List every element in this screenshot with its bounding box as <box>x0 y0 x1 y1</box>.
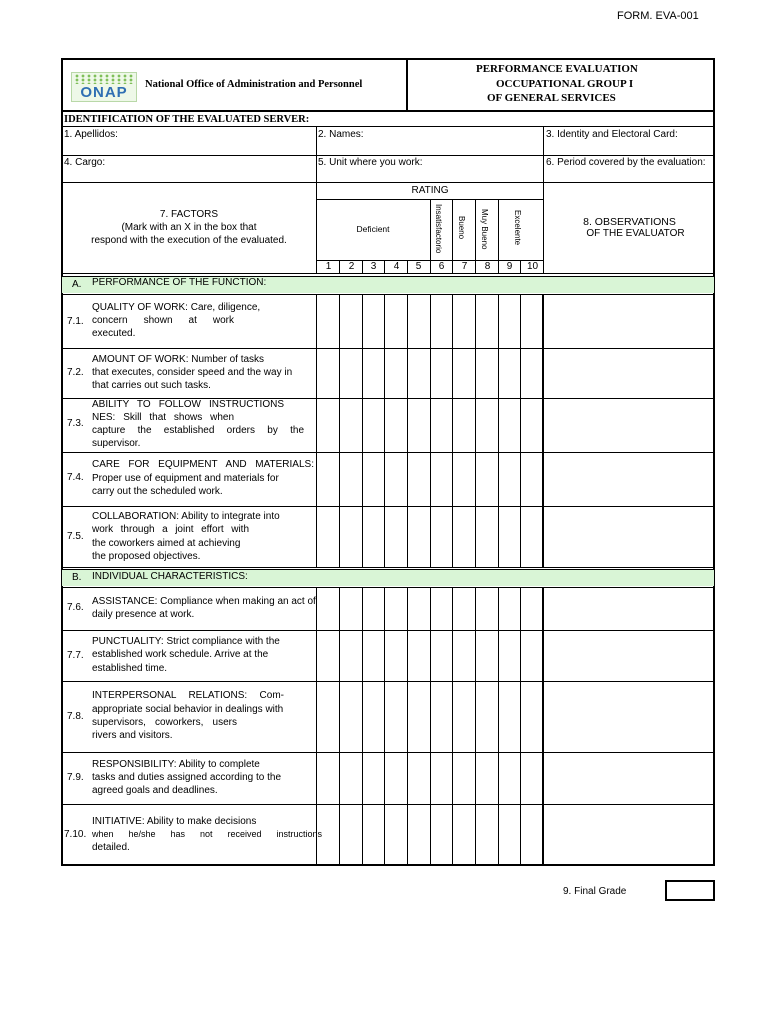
rule <box>384 587 385 866</box>
rule <box>498 587 499 866</box>
rule <box>339 587 340 866</box>
rule <box>61 348 715 349</box>
observations-subtitle: OF THE EVALUATOR <box>586 228 685 239</box>
item-text-line: PUNCTUALITY: Strict compliance with the <box>92 636 280 647</box>
item-text-line: the proposed objectives. <box>92 551 201 562</box>
rule <box>316 587 317 866</box>
field-work-unit[interactable]: 5. Unit where you work: <box>318 157 423 168</box>
rule <box>520 294 521 568</box>
rule <box>384 294 385 568</box>
rule <box>542 294 544 568</box>
rule <box>339 294 340 568</box>
header-divider <box>61 110 715 112</box>
item-text-line: executed. <box>92 328 136 339</box>
field-period[interactable]: 6. Period covered by the evaluation: <box>546 157 706 168</box>
item-text-line: work through a joint effort with <box>92 524 249 535</box>
rule <box>316 294 317 568</box>
rule <box>61 182 715 183</box>
rating-number: 5 <box>415 261 422 272</box>
rating-number: 10 <box>526 261 539 272</box>
item-text-line: AMOUNT OF WORK: Number of tasks <box>92 354 265 365</box>
rule <box>452 294 453 568</box>
rule <box>475 294 476 568</box>
rule <box>407 294 408 568</box>
rule <box>61 155 715 156</box>
item-text-line: established work schedule. Arrive at the <box>92 649 269 660</box>
rule <box>407 587 408 866</box>
field-apellidos[interactable]: 1. Apellidos: <box>64 129 118 140</box>
item-text-line: daily presence at work. <box>92 609 195 620</box>
item-number: 7.1. <box>67 316 84 327</box>
item-text-line: INTERPERSONAL RELATIONS: Com- <box>92 690 284 701</box>
item-text-line: ASSISTANCE: Compliance when making an act of <box>92 596 316 607</box>
rating-number: 7 <box>461 261 468 272</box>
header-split <box>406 58 408 111</box>
item-text-line: ABILITY TO FOLLOW INSTRUCTIONS <box>92 399 284 410</box>
item-text-line: that executes, consider speed and the way in <box>92 367 293 378</box>
rule <box>61 506 715 507</box>
item-text-line: appropriate social behavior in dealings with <box>92 704 284 715</box>
item-text-line: when he/she has not received instructions <box>92 829 322 839</box>
final-grade-label: 9. Final Grade <box>563 886 627 897</box>
item-text-line: Proper use of equipment and materials for <box>92 473 279 484</box>
rule <box>61 273 715 274</box>
rating-deficient: Deficient <box>356 224 390 234</box>
section-a-title: PERFORMANCE OF THE FUNCTION: <box>92 277 267 288</box>
rule <box>61 804 715 805</box>
rating-number: 1 <box>325 261 332 272</box>
rating-number: 3 <box>370 261 377 272</box>
rating-number: 6 <box>438 261 445 272</box>
rating-title: RATING <box>411 185 449 196</box>
item-text-line: CARE FOR EQUIPMENT AND MATERIALS: <box>92 459 314 470</box>
rating-number: 2 <box>348 261 355 272</box>
rule <box>61 569 715 570</box>
item-text-line: capture the established orders by the <box>92 425 304 436</box>
rule <box>520 587 521 866</box>
item-text-line: QUALITY OF WORK: Care, diligence, <box>92 302 261 313</box>
rating-bueno: Bueno <box>457 216 466 240</box>
item-number: 7.4. <box>67 472 84 483</box>
rating-number: 8 <box>484 261 491 272</box>
rule <box>61 587 715 588</box>
rule <box>61 681 715 682</box>
item-text-line: NES: Skill that shows when <box>92 412 234 423</box>
rule <box>430 294 431 568</box>
item-number: 7.9. <box>67 772 84 783</box>
rating-muy-bueno: Muy Bueno <box>480 209 489 250</box>
factors-instruction-1: (Mark with an X in the box that <box>121 222 257 233</box>
section-a-letter: A. <box>72 279 82 290</box>
rating-insatisfactorio: Insatisfactorio <box>434 204 443 254</box>
form-code: FORM. EVA-001 <box>617 10 699 22</box>
rule <box>61 294 715 295</box>
rule <box>61 567 715 568</box>
rating-excelente: Excelente <box>513 210 522 246</box>
section-b-title: INDIVIDUAL CHARACTERISTICS: <box>92 571 248 582</box>
item-text-line: INITIATIVE: Ability to make decisions <box>92 816 257 827</box>
onap-logo <box>71 72 137 102</box>
item-number: 7.5. <box>67 531 84 542</box>
item-number: 7.8. <box>67 711 84 722</box>
rating-number: 4 <box>393 261 400 272</box>
field-identity-card[interactable]: 3. Identity and Electoral Card: <box>546 129 678 140</box>
item-number: 7.10. <box>64 829 87 840</box>
office-name: National Office of Administration and Personnel <box>145 79 363 90</box>
field-cargo[interactable]: 4. Cargo: <box>64 157 106 168</box>
rule <box>452 587 453 866</box>
section-b-letter: B. <box>72 572 82 583</box>
final-grade-box[interactable] <box>665 880 715 901</box>
rating-number: 9 <box>506 261 513 272</box>
observations-title: 8. OBSERVATIONS <box>583 216 676 228</box>
item-text-line: detailed. <box>92 842 130 853</box>
item-number: 7.3. <box>67 418 84 429</box>
item-text-line: established time. <box>92 663 168 674</box>
item-text-line: tasks and duties assigned according to the <box>92 772 282 783</box>
rule <box>61 452 715 453</box>
rule <box>61 752 715 753</box>
item-text-line: supervisor. <box>92 438 141 449</box>
item-number: 7.6. <box>67 602 84 613</box>
item-text-line: rivers and visitors. <box>92 730 173 741</box>
item-text-line: the coworkers aimed at achieving <box>92 538 241 549</box>
rule <box>316 126 317 183</box>
item-text-line: supervisors, coworkers, users <box>92 717 237 728</box>
form-title-line-2: OCCUPATIONAL GROUP I <box>496 78 634 90</box>
rule <box>542 587 544 866</box>
field-names[interactable]: 2. Names: <box>318 129 364 140</box>
form-title-line-1: PERFORMANCE EVALUATION <box>476 63 638 75</box>
item-text-line: concern shown at work <box>92 315 234 326</box>
item-text-line: carry out the scheduled work. <box>92 486 223 497</box>
item-number: 7.7. <box>67 650 84 661</box>
item-text-line: COLLABORATION: Ability to integrate into <box>92 511 280 522</box>
item-text-line: that carries out such tasks. <box>92 380 211 391</box>
form-title-line-3: OF GENERAL SERVICES <box>487 92 616 104</box>
item-text-line: RESPONSIBILITY: Ability to complete <box>92 759 260 770</box>
rule <box>362 587 363 866</box>
rule <box>543 126 544 183</box>
factors-title: 7. FACTORS <box>159 209 219 220</box>
logo-text: ONAP <box>80 84 128 101</box>
rule <box>475 587 476 866</box>
rule <box>61 126 715 127</box>
identification-heading: IDENTIFICATION OF THE EVALUATED SERVER: <box>64 114 310 125</box>
logo-pattern <box>74 74 134 84</box>
item-number: 7.2. <box>67 367 84 378</box>
rule <box>362 294 363 568</box>
item-text-line: agreed goals and deadlines. <box>92 785 218 796</box>
rule <box>61 630 715 631</box>
rule <box>430 587 431 866</box>
factors-instruction-2: respond with the execution of the evaluated. <box>91 235 287 246</box>
rule <box>498 294 499 568</box>
